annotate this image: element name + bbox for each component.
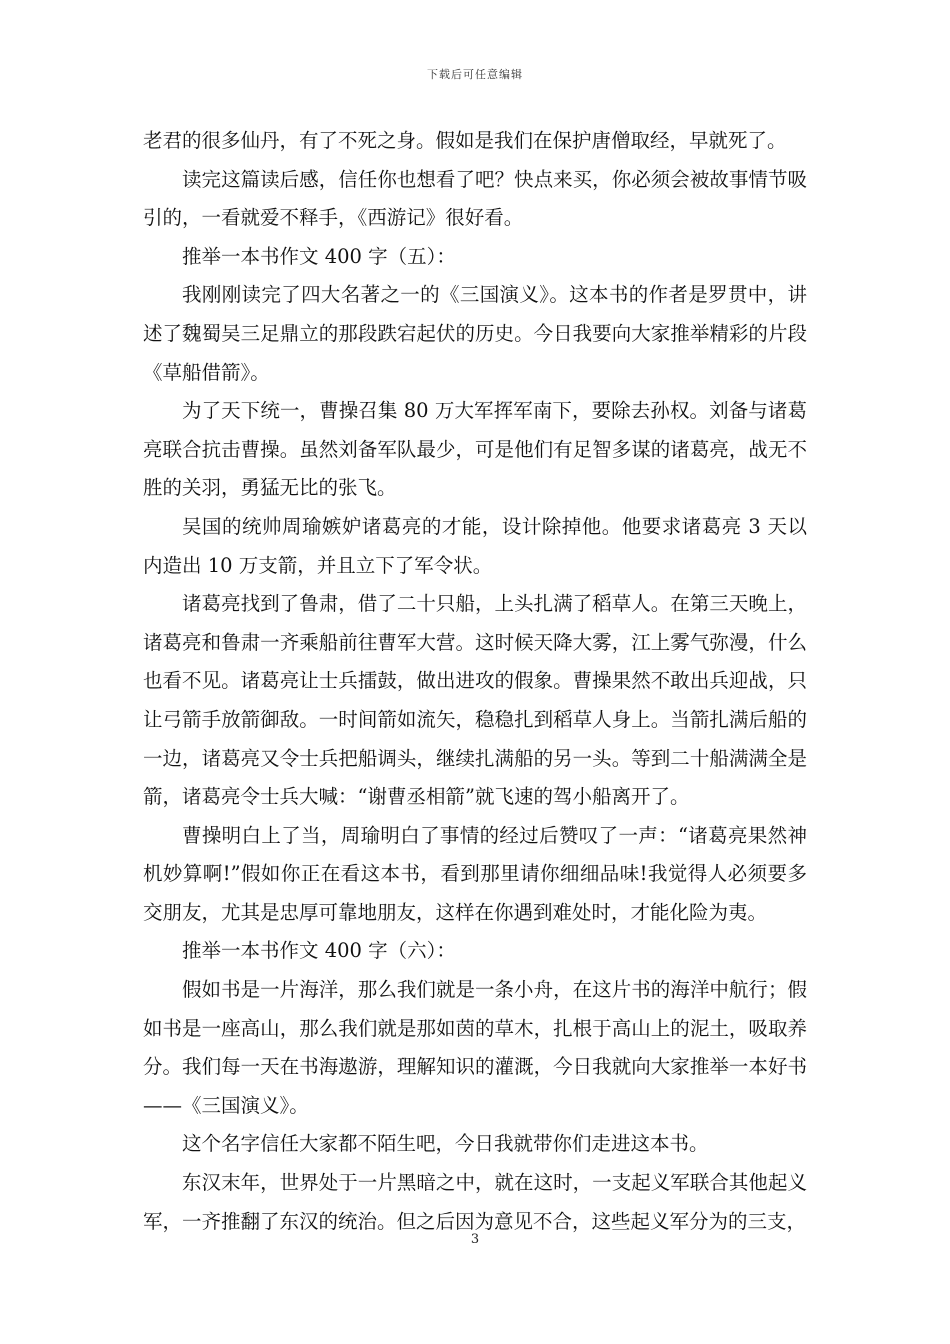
section-heading: 推举一本书作文 400 字（五）：	[182, 244, 456, 268]
paragraph: 这个名字信任大家都不陌生吧，今日我就带你们走进这本书。	[182, 1132, 709, 1156]
paragraph: 东汉末年，世界处于一片黑暗之中，就在这时，一支起义军联合其他起义军，一齐推翻了东汉的统治。但之后因为意见不合，这些起义军分为的三支，	[143, 1171, 807, 1233]
paragraph: 读完这篇读后感，信任你也想看了吧？快点来买，你必须会被故事情节吸引的，一看就爱不释手，《西游记》很好看。	[143, 167, 807, 230]
paragraph: 为了天下统一，曹操召集 80 万大军挥军南下，要除去孙权。刘备与诸葛亮联合抗击曹操。虽然刘备军队最少，可是他们有足智多谋的诸葛亮，战无不胜的关羽，勇猛无比的张飞。	[143, 399, 807, 500]
paragraph: 老君的很多仙丹，有了不死之身。假如是我们在保护唐僧取经，早就死了。	[143, 129, 787, 152]
page-number: 3	[470, 1232, 480, 1247]
paragraph: 曹操明白上了当，周瑜明白了事情的经过后赞叹了一声：“诸葛亮果然神机妙算啊!”假如你正在看这本书，看到那里请你细细品味!我觉得人必须要多交朋友，尤其是忠厚可靠地朋友，这样在你遇到难处时，才能化险为夷。	[143, 823, 807, 924]
paragraph: 吴国的统帅周瑜嫉妒诸葛亮的才能，设计除掉他。他要求诸葛亮 3 天以内造出 10 万支箭，并且立下了军令状。	[143, 514, 807, 577]
paragraph: 我刚刚读完了四大名著之一的《三国演义》。这本书的作者是罗贯中，讲述了魏蜀吴三足鼎立的那段跌宕起伏的历史。今日我要向大家推举精彩的片段《草船借箭》。	[143, 283, 807, 384]
paragraph: 假如书是一片海洋，那么我们就是一条小舟，在这片书的海洋中航行；假如书是一座高山，那么我们就是那如茵的草木，扎根于高山上的泥土，吸取养分。我们每一天在书海遨游，理解知识的灌溉，今日我就向大家推举一本好书——《三国演义》。	[143, 978, 807, 1117]
page-header: 下载后可任意编辑	[427, 68, 523, 81]
paragraph: 诸葛亮找到了鲁肃，借了二十只船，上头扎满了稻草人。在第三天晚上，诸葛亮和鲁肃一齐乘船前往曹军大营。这时候天降大雾，江上雾气弥漫，什么也看不见。诸葛亮让士兵擂鼓，做出进攻的假象。曹操果然不敢出兵迎战，只让弓箭手放箭御敌。一时间箭如流矢，稳稳扎到稻草人身上。当箭扎满后船的一边，诸葛亮又令士兵把船调头，继续扎满船的另一头。等到二十船满满全是箭，诸葛亮令士兵大喊：“谢曹丞相箭”就飞速的驾小船离开了。	[143, 592, 807, 809]
section-heading: 推举一本书作文 400 字（六）：	[182, 939, 456, 963]
document-body	[143, 122, 807, 1241]
